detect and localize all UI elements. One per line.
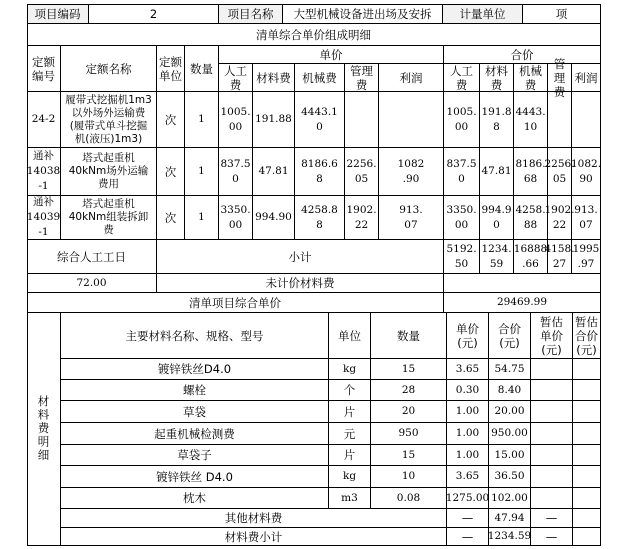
mat-row2-est-total [573, 380, 601, 401]
mat-row1-est-price [531, 359, 573, 380]
mat-row7-name: 枕木 [61, 488, 329, 509]
row2-name: 塔式起重机 40kNm场外运输 费用 [61, 148, 157, 196]
row2-t-machine: 8186. 68 [514, 148, 548, 196]
mat-row4-price: 1.00 [447, 423, 489, 445]
other-materials-total: 47.94 [489, 509, 531, 528]
subtotal-t-mgmt: 4158. 27 [548, 240, 572, 274]
materials-side-label [27, 313, 61, 546]
mat-row5-qty: 15 [371, 445, 447, 466]
row3-t-profit: 913. 07 [572, 196, 601, 240]
row3-t-material: 994.9 0 [480, 196, 514, 240]
row3-mgmt: 1902. 22 [345, 196, 379, 240]
mat-row3-name: 草袋 [61, 401, 329, 423]
mat-row2-total: 8.40 [489, 380, 531, 401]
col-mgmt: 管理 费 [345, 64, 379, 92]
mat-row7-unit: m3 [329, 488, 371, 509]
row2-labor: 837.5 0 [219, 148, 253, 196]
row1-t-machine: 4443. 10 [514, 92, 548, 148]
mat-row7-price: 1275.00 [447, 488, 489, 509]
col-machine: 机械费 [295, 64, 345, 92]
mat-row6-unit: kg [329, 466, 371, 488]
row1-profit [379, 92, 444, 148]
mat-row1-est-total [573, 359, 601, 380]
row1-unit: 次 [157, 92, 185, 148]
mat-row6-est-price [531, 466, 573, 488]
col-quota-code: 定额 编号 [27, 46, 61, 92]
row2-material: 47.81 [253, 148, 295, 196]
mat-row4-est-price [531, 423, 573, 445]
col-t-material: 材料 费 [480, 64, 514, 92]
row1-qty: 1 [185, 92, 219, 148]
row1-name: 履带式挖掘机1m3 以外场外运输费 (履带式单斗挖掘 机(液压)1m3) [61, 92, 157, 148]
mat-row5-total: 15.00 [489, 445, 531, 466]
row3-t-labor: 3350. 00 [444, 196, 480, 240]
labor-days-value: 72.00 [27, 274, 157, 293]
mat-row6-qty: 10 [371, 466, 447, 488]
mat-head-unit: 单位 [329, 313, 371, 359]
name-value: 大型机械设备进出场及安拆 [283, 4, 443, 24]
row1-code: 24-2 [27, 92, 61, 148]
mat-row1-unit: kg [329, 359, 371, 380]
col-profit: 利润 [379, 64, 444, 92]
col-unit-price: 单价 [219, 46, 444, 64]
mat-head-est-price: 暂估 单价 (元) [531, 313, 573, 359]
mat-head-est-total: 暂估 合价 (元) [573, 313, 601, 359]
mat-row2-price: 0.30 [447, 380, 489, 401]
unpriced-value [444, 274, 601, 293]
row2-unit: 次 [157, 148, 185, 196]
row1-material: 191.88 [253, 92, 295, 148]
materials-subtotal-label: 材料费小计 [61, 528, 447, 546]
row2-machine: 8186.6 8 [295, 148, 345, 196]
section-title: 清单综合单价组成明细 [27, 24, 601, 46]
mat-head-total: 合价 (元) [489, 313, 531, 359]
other-materials-dash: — [447, 509, 489, 528]
mat-row6-name: 镀锌铁丝 D4.0 [61, 466, 329, 488]
code-value: 2 [89, 4, 219, 24]
unit-label: 计量单位 [443, 4, 523, 24]
name-label: 项目名称 [219, 4, 283, 24]
mat-row1-price: 3.65 [447, 359, 489, 380]
subtotal-t-material: 1234. 59 [480, 240, 514, 274]
subtotal-t-labor: 5192. 50 [444, 240, 480, 274]
col-material: 材料费 [253, 64, 295, 92]
labor-day-label: 综合人工工日 [27, 240, 157, 274]
mat-row6-price: 3.65 [447, 466, 489, 488]
composite-label: 清单项目综合单价 [27, 293, 444, 313]
mat-row7-est-price [531, 488, 573, 509]
row3-machine: 4258.8 8 [295, 196, 345, 240]
row2-t-material: 47.81 [480, 148, 514, 196]
row2-code: 通补 14038 -1 [27, 148, 61, 196]
row3-qty: 1 [185, 196, 219, 240]
row1-t-profit [572, 92, 601, 148]
mat-row5-est-price [531, 445, 573, 466]
mat-row1-name: 镀锌铁丝D4.0 [61, 359, 329, 380]
row1-t-mgmt [548, 92, 572, 148]
col-quota-unit: 定额 单位 [157, 46, 185, 92]
col-total-price: 合价 [444, 46, 601, 64]
mat-row2-qty: 28 [371, 380, 447, 401]
row1-t-labor: 1005. 00 [444, 92, 480, 148]
mat-row3-total: 20.00 [489, 401, 531, 423]
col-labor: 人工 费 [219, 64, 253, 92]
col-t-profit: 利润 [572, 64, 601, 92]
unit-value: 项 [523, 4, 601, 24]
mat-head-qty: 数量 [371, 313, 447, 359]
row1-mgmt [345, 92, 379, 148]
row1-t-material: 191.8 8 [480, 92, 514, 148]
row2-mgmt: 2256. 05 [345, 148, 379, 196]
composite-value: 29469.99 [444, 293, 601, 313]
row2-t-mgmt: 2256. 05 [548, 148, 572, 196]
mat-row1-total: 54.75 [489, 359, 531, 380]
mat-row3-est-price [531, 401, 573, 423]
mat-row7-qty: 0.08 [371, 488, 447, 509]
mat-row2-est-price [531, 380, 573, 401]
row3-code: 通补 14039 -1 [26, 196, 61, 238]
mat-row4-total: 950.00 [489, 423, 531, 445]
subtotal-t-machine: 16888 .66 [514, 240, 548, 274]
mat-row3-est-total [573, 401, 601, 423]
materials-subtotal-total: 1234.59 [489, 528, 531, 546]
mat-head-price: 单价 (元) [447, 313, 489, 359]
row3-material: 994.90 [253, 196, 295, 240]
mat-row2-name: 螺栓 [61, 380, 329, 401]
col-quota-name: 定额名称 [61, 46, 157, 92]
mat-row4-unit: 元 [329, 423, 371, 445]
row2-qty: 1 [185, 148, 219, 196]
mat-row6-est-total [573, 466, 601, 488]
col-t-labor: 人工 费 [444, 64, 480, 92]
col-t-mgmt: 管理 费 [548, 64, 572, 92]
other-materials-est: — [531, 509, 573, 528]
row3-name: 塔式起重机 40kNm组装拆卸 费 [61, 196, 157, 240]
row3-t-mgmt: 1902. 22 [548, 196, 572, 240]
row3-profit: 913. 07 [379, 196, 444, 240]
mat-row5-price: 1.00 [447, 445, 489, 466]
mat-row2-unit: 个 [329, 380, 371, 401]
materials-subtotal-dash: — [447, 528, 489, 546]
col-t-machine: 机械 费 [514, 64, 548, 92]
mat-row4-est-total [573, 423, 601, 445]
row3-labor: 3350. 00 [219, 196, 253, 240]
other-materials-est-total [573, 509, 601, 528]
mat-row5-unit: 片 [329, 445, 371, 466]
mat-row5-name: 草袋子 [61, 445, 329, 466]
mat-row1-qty: 15 [371, 359, 447, 380]
mat-row7-total: 102.00 [489, 488, 531, 509]
unpriced-label: 未计价材料费 [157, 274, 444, 293]
row2-profit: 1082 .90 [379, 148, 444, 196]
row2-t-labor: 837.5 0 [444, 148, 480, 196]
mat-row3-price: 1.00 [447, 401, 489, 423]
mat-row3-unit: 片 [329, 401, 371, 423]
mat-row3-qty: 20 [371, 401, 447, 423]
row3-t-machine: 4258. 88 [514, 196, 548, 240]
subtotal-t-profit: 1995 .97 [572, 240, 601, 274]
other-materials-label: 其他材料费 [61, 509, 447, 528]
row1-machine: 4443.1 0 [295, 92, 345, 148]
mat-row4-qty: 950 [371, 423, 447, 445]
mat-row5-est-total [573, 445, 601, 466]
materials-subtotal-est-total [573, 528, 601, 546]
mat-row6-total: 36.50 [489, 466, 531, 488]
code-label: 项目编码 [27, 4, 89, 24]
cost-analysis-sheet [27, 4, 601, 546]
col-qty: 数量 [185, 46, 219, 92]
materials-side-text: 材料费明细 [36, 395, 51, 463]
row3-unit: 次 [157, 196, 185, 240]
materials-subtotal-est: — [531, 528, 573, 546]
row2-t-profit: 1082. 90 [572, 148, 601, 196]
mat-row7-est-total [573, 488, 601, 509]
row1-labor: 1005. 00 [219, 92, 253, 148]
mat-row4-name: 起重机械检测费 [61, 423, 329, 445]
subtotal-label: 小计 [157, 240, 444, 274]
mat-head-name: 主要材料名称、规格、型号 [61, 313, 329, 359]
